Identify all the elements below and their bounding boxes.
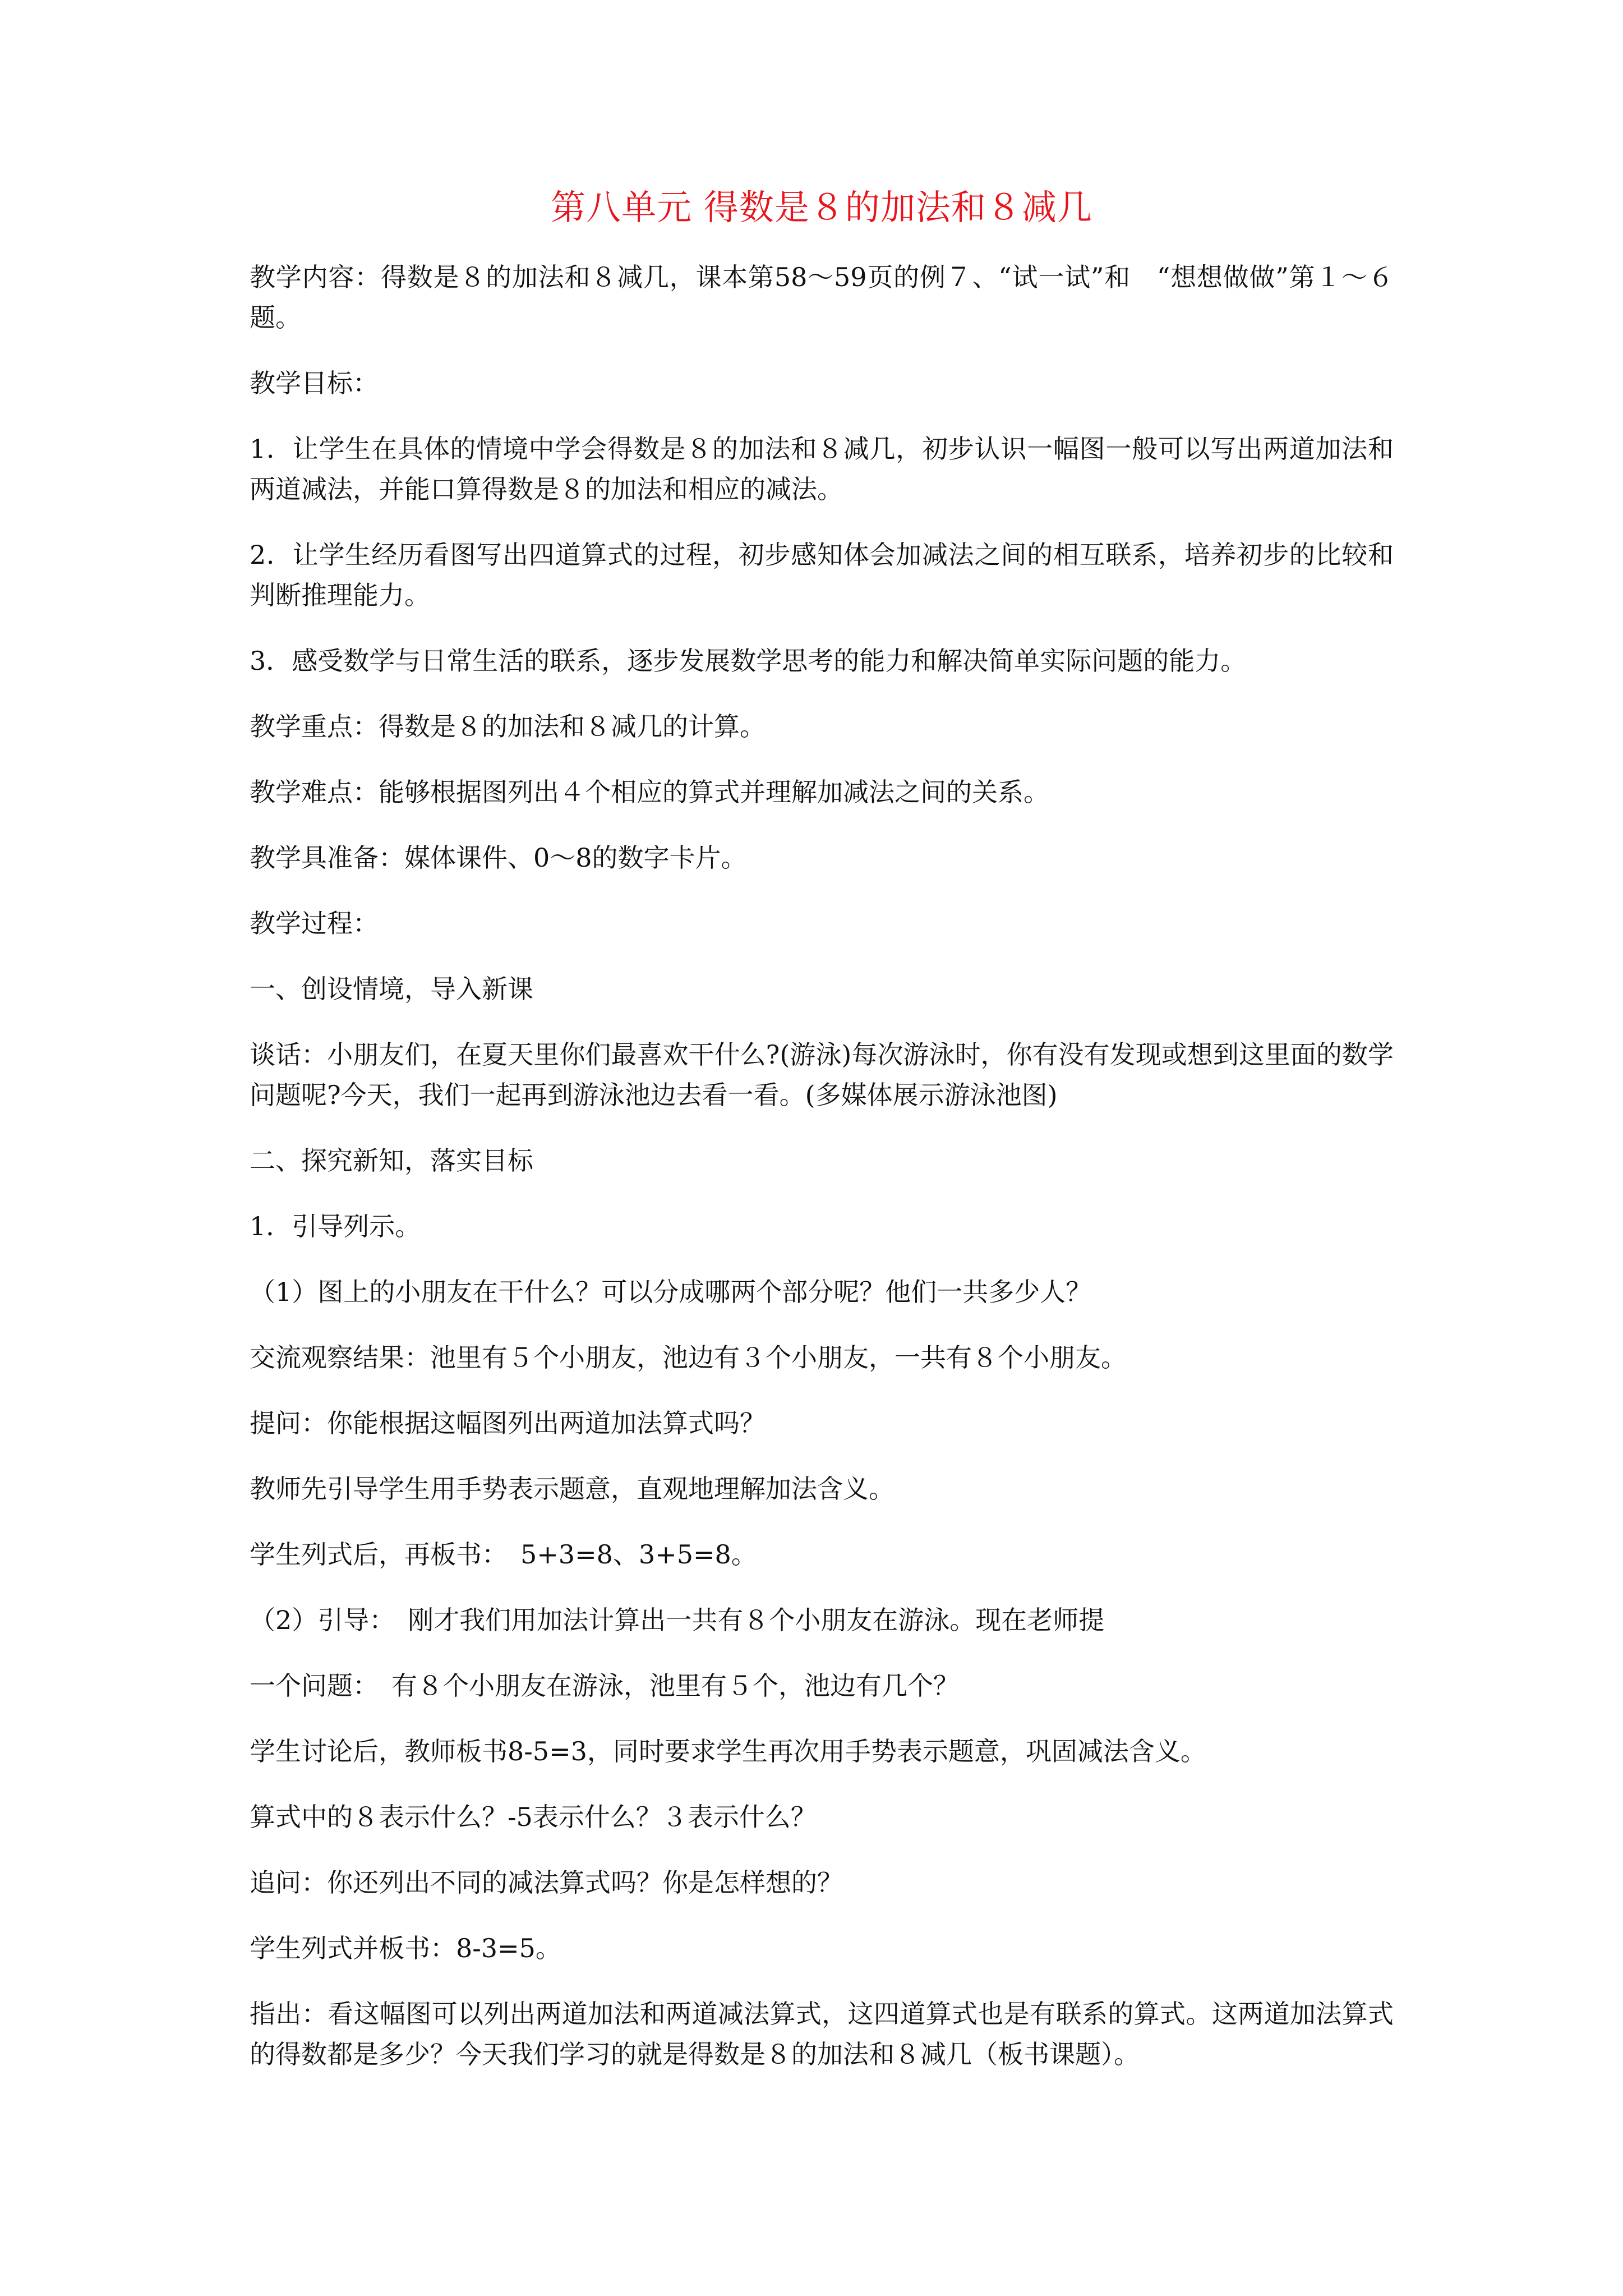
paragraph-board-addition: 学生列式后，再板书： 5+3=8、3+5=8。 [250, 1539, 757, 1570]
paragraph-talk: 谈话：小朋友们，在夏天里你们最喜欢干什么?(游泳)每次游泳时，你有没有发现或想到这里面的数学问题呢?今天，我们一起再到游泳池边去看一看。(多媒体展示游泳池图) [250, 1039, 1394, 1110]
paragraph-teaching-content: 教学内容：得数是８的加法和８减几，课本第58～59页的例７、“试一试”和 “想想做做”第１～６题。 [250, 262, 1394, 333]
paragraph-section-1-heading: 一、创设情境，导入新课 [250, 974, 533, 1004]
paragraph-process-heading: 教学过程： [250, 908, 379, 938]
paragraph-meaning: 算式中的８表示什么？-5表示什么？３表示什么？ [250, 1802, 817, 1832]
paragraph-section-2-heading: 二、探究新知，落实目标 [250, 1145, 533, 1176]
paragraph-question-1: （1）图上的小朋友在干什么？可以分成哪两个部分呢？他们一共多少人？ [250, 1277, 1092, 1307]
paragraph-summary: 指出：看这幅图可以列出两道加法和两道减法算式，这四道算式也是有联系的算式。这两道加法算式的得数都是多少？今天我们学习的就是得数是８的加法和８减几（板书课题）。 [250, 1999, 1394, 2069]
paragraph-question-swim: 一个问题： 有８个小朋友在游泳，池里有５个，池边有几个？ [250, 1671, 959, 1701]
paragraph-key-point: 教学重点：得数是８的加法和８减几的计算。 [250, 711, 766, 742]
paragraph-goal-2: 2．让学生经历看图写出四道算式的过程，初步感知体会加减法之间的相互联系，培养初步的比较和判断推理能力。 [250, 540, 1394, 610]
paragraph-goal-3: 3．感受数学与日常生活的联系，逐步发展数学思考的能力和解决简单实际问题的能力。 [250, 646, 1247, 676]
document-page [250, 185, 1394, 2100]
paragraph-observation: 交流观察结果：池里有５个小朋友，池边有３个小朋友，一共有８个小朋友。 [250, 1342, 1127, 1373]
paragraph-discussion: 学生讨论后，教师板书8-5=3，同时要求学生再次用手势表示题意，巩固减法含义。 [250, 1736, 1206, 1766]
paragraph-difficulty: 教学难点：能够根据图列出４个相应的算式并理解加减法之间的关系。 [250, 777, 1049, 807]
paragraph-follow-up: 追问：你还列出不同的减法算式吗？你是怎样想的？ [250, 1867, 843, 1898]
paragraph-board-subtraction: 学生列式并板书：8-3=5。 [250, 1933, 561, 1963]
paragraph-teaching-goals-heading: 教学目标： [250, 368, 379, 398]
paragraph-guide-2: （2）引导： 刚才我们用加法计算出一共有８个小朋友在游泳。现在老师提 [250, 1605, 1105, 1635]
paragraph-ask: 提问：你能根据这幅图列出两道加法算式吗？ [250, 1408, 766, 1438]
paragraph-guide-list: 1．引导列示。 [250, 1211, 421, 1241]
paragraph-materials: 教学具准备：媒体课件、0～8的数字卡片。 [250, 843, 747, 873]
paragraph-goal-1: 1．让学生在具体的情境中学会得数是８的加法和８减几，初步认识一幅图一般可以写出两道加法和两道减法，并能口算得数是８的加法和相应的减法。 [250, 434, 1394, 504]
document-title: 第八单元 得数是８的加法和８减几 [551, 187, 1092, 228]
paragraph-gesture: 教师先引导学生用手势表示题意，直观地理解加法含义。 [250, 1474, 895, 1504]
